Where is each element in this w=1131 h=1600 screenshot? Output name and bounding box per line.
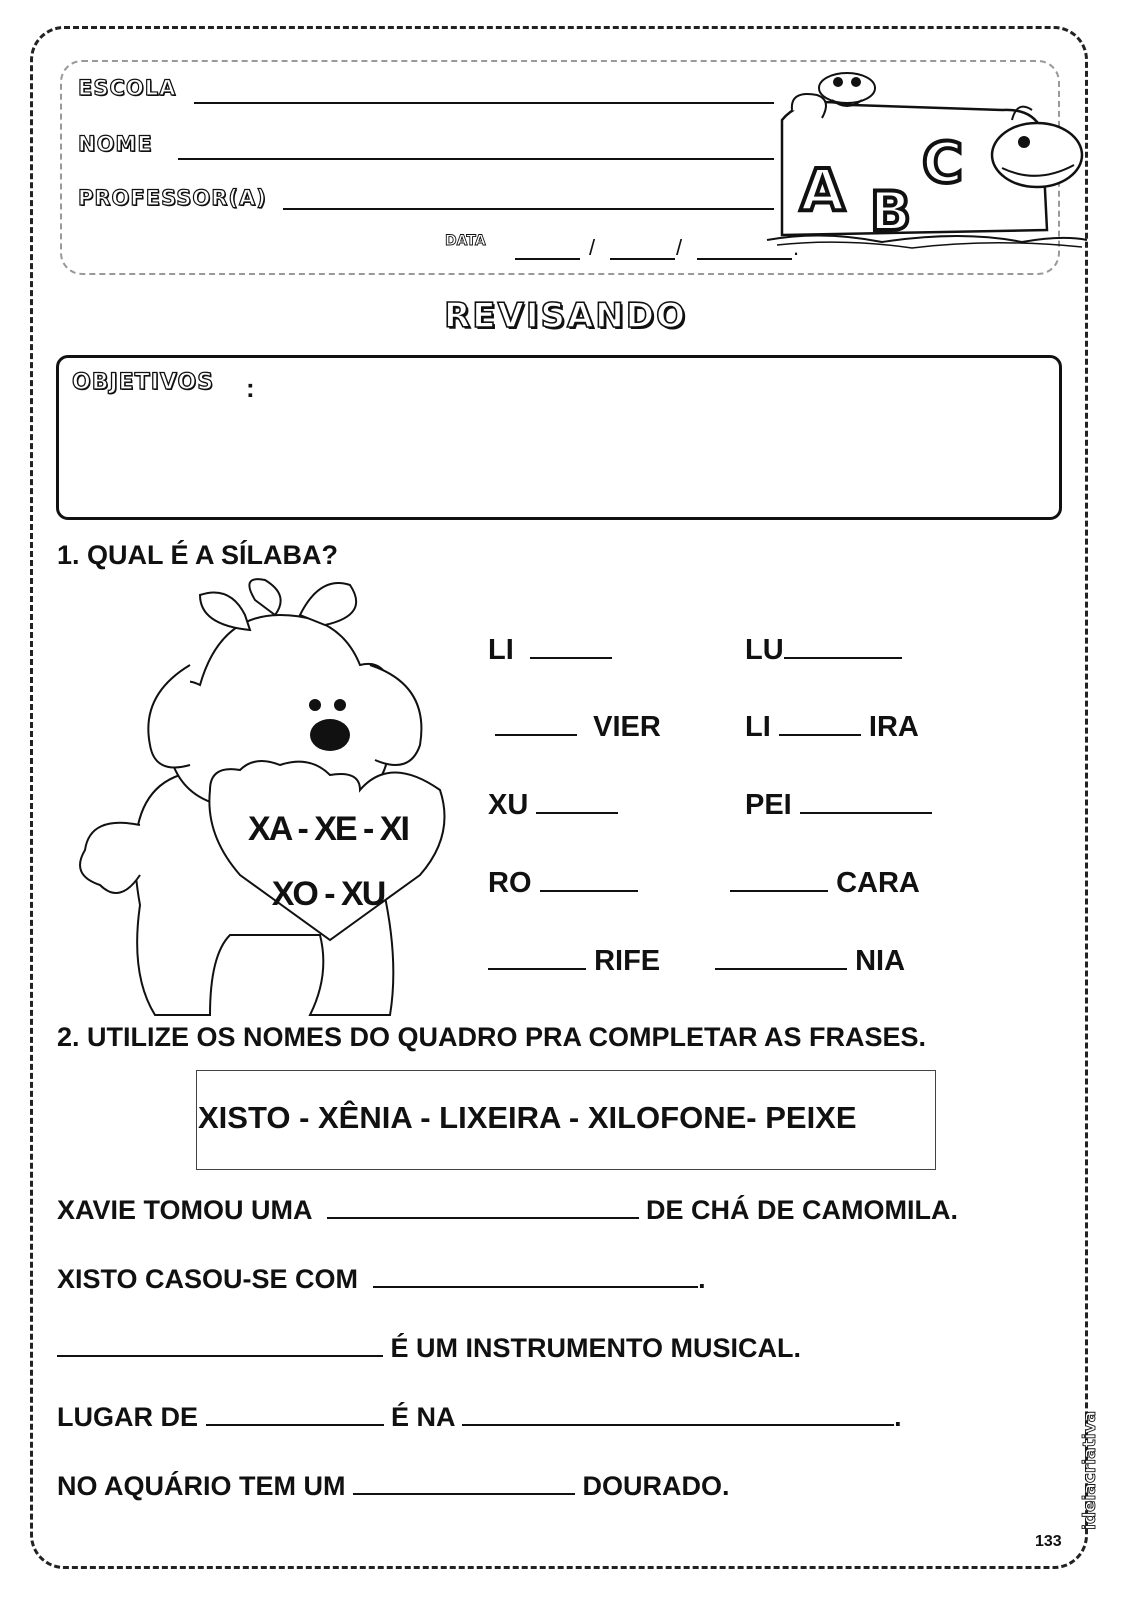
syllable-blank[interactable] <box>715 944 847 970</box>
word-bank-text: XISTO - XÊNIA - LIXEIRA - XILOFONE- PEIXE <box>198 1100 857 1135</box>
abc-frog-illustration <box>762 70 1092 250</box>
syllable-blank[interactable] <box>530 633 612 659</box>
syllable-item: PEI <box>745 788 932 822</box>
syllable-item: LI <box>488 633 612 667</box>
syllable-blank[interactable] <box>730 866 828 892</box>
syllable-item: NIA <box>715 944 905 978</box>
syllable-blank[interactable] <box>779 710 861 736</box>
abc-letter-b: B <box>870 180 912 243</box>
sentence-blank[interactable] <box>206 1400 384 1426</box>
sentence-1: XAVIE TOMOU UMA DE CHÁ DE CAMOMILA. <box>57 1195 959 1225</box>
syllable-item: VIER <box>495 710 661 744</box>
svg-text:ideiacriativa: ideiacriativa <box>1080 1410 1100 1530</box>
syllable-blank[interactable] <box>800 788 932 814</box>
objectives-label: OBJETIVOS <box>72 370 215 395</box>
syllable-blank[interactable] <box>536 788 618 814</box>
page-title: REVISANDO <box>444 296 687 336</box>
question-1-prompt: 1. QUAL É A SÍLABA? <box>57 540 339 570</box>
name-label: NOME <box>78 132 153 156</box>
syllable-blank[interactable] <box>495 710 577 736</box>
sentence-blank[interactable] <box>353 1469 575 1495</box>
brand-watermark <box>1073 1380 1103 1530</box>
dog-illustration <box>60 575 460 1020</box>
syllable-item: RO <box>488 866 638 900</box>
question-2-prompt: 2. UTILIZE OS NOMES DO QUADRO PRA COMPLETAR AS FRASES. <box>57 1022 927 1052</box>
sentence-5: NO AQUÁRIO TEM UM DOURADO. <box>57 1471 730 1501</box>
name-field[interactable] <box>178 158 774 160</box>
syllable-item: LU <box>745 633 902 667</box>
syllable-blank[interactable] <box>488 944 586 970</box>
sentence-2: XISTO CASOU-SE COM . <box>57 1264 706 1294</box>
teacher-field[interactable] <box>283 208 774 210</box>
date-end-dot: . <box>793 235 800 260</box>
sentence-blank[interactable] <box>327 1193 639 1219</box>
teacher-label: PROFESSOR(A) <box>78 186 267 210</box>
abc-letter-c: C <box>922 131 964 196</box>
date-separator: / <box>589 235 596 260</box>
date-label: DATA <box>445 233 486 249</box>
syllable-item: XU <box>488 788 618 822</box>
school-field[interactable] <box>194 102 774 104</box>
sentence-blank[interactable] <box>57 1331 383 1357</box>
school-label: ESCOLA <box>78 76 177 100</box>
date-separator: / <box>676 235 683 260</box>
heart-syllables-line2: XO - XU <box>271 875 385 913</box>
date-day-field[interactable] <box>515 244 580 260</box>
abc-letter-a: A <box>800 156 845 224</box>
sentence-4: LUGAR DE É NA . <box>57 1402 902 1432</box>
page-number: 133 <box>1035 1533 1062 1550</box>
syllable-item: LI IRA <box>745 711 919 743</box>
date-month-field[interactable] <box>610 244 675 260</box>
syllable-item: CARA <box>730 866 920 900</box>
sentence-blank[interactable] <box>462 1400 894 1426</box>
heart-syllables-line1: XA - XE - XI <box>248 810 408 848</box>
objectives-colon: : <box>246 373 255 403</box>
syllable-blank[interactable] <box>540 866 638 892</box>
syllable-blank[interactable] <box>784 633 902 659</box>
syllable-item: RIFE <box>488 944 660 978</box>
sentence-blank[interactable] <box>373 1262 698 1288</box>
sentence-3: É UM INSTRUMENTO MUSICAL. <box>57 1331 801 1364</box>
